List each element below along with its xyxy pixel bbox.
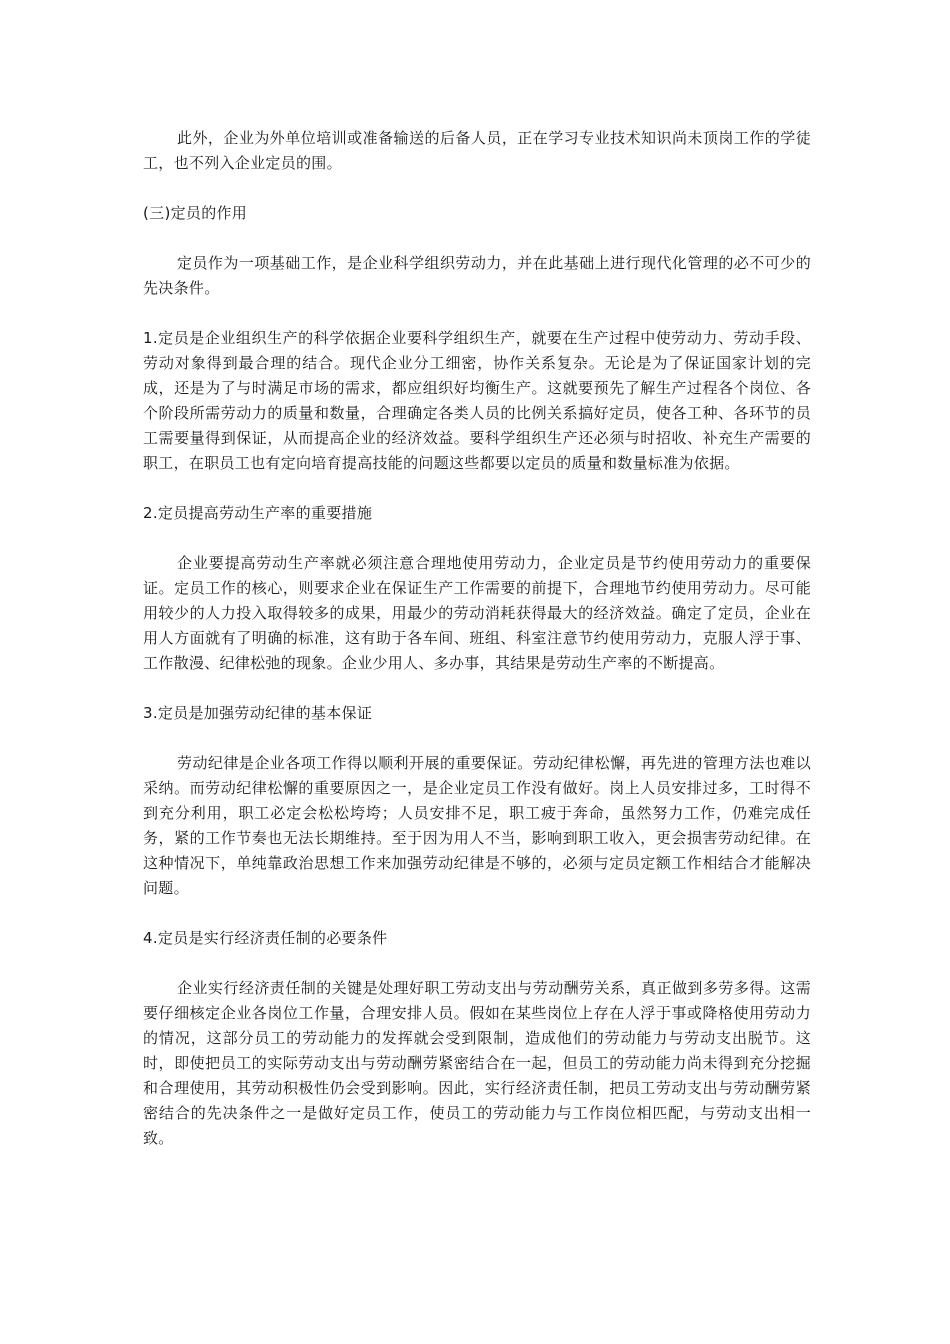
heading-point-3: 3.定员是加强劳动纪律的基本保证 bbox=[143, 704, 373, 722]
paragraph-point-4: 企业实行经济责任制的关键是处理好职工劳动支出与劳动酬劳关系，真正做到多劳多得。这需要仔细核定企业各岗位工作量，合理安排人员。假如在某些岗位上存在人浮于事或降格使用劳动力的情况，这部分员工的劳动能力的发挥就会受到限制，造成他们的劳动能力与劳动支出脱节。这时，即使把员工的实际劳动支出与劳动酬劳紧密结合在一起，但员工的劳动能力尚未得到充分挖掘和合理使用，其劳动积极性仍会受到影响。因此，实行经济责任制，把员工劳动支出与劳动酬劳紧密结合的先决条件之一是做好定员工作，使员工的劳动能力与工作岗位相匹配，与劳动支出相一致。 bbox=[143, 979, 811, 1147]
paragraph-point-3: 劳动纪律是企业各项工作得以顺利开展的重要保证。劳动纪律松懈，再先进的管理方法也难以采纳。而劳动纪律松懈的重要原因之一，是企业定员工作没有做好。岗上人员安排过多，工时得不到充分利用，职工必定会松松垮垮；人员安排不足，职工疲于奔命，虽然努力工作，仍难完成任务，紧的工作节奏也无法长期维持。至于因为用人不当，影响到职工收入，更会损害劳动纪律。在这种情况下，单纯靠政治思想工作来加强劳动纪律是不够的，必须与定员定额工作相结合才能解决问题。 bbox=[143, 754, 811, 897]
document-page bbox=[143, 126, 811, 1151]
paragraph-point-2: 企业要提高劳动生产率就必须注意合理地使用劳动力，企业定员是节约使用劳动力的重要保证。定员工作的核心，则要求企业在保证生产工作需要的前提下，合理地节约使用劳动力。尽可能用较少的人力投入取得较多的成果，用最少的劳动消耗获得最大的经济效益。确定了定员，企业在用人方面就有了明确的标准，这有助于各车间、班组、科室注意节约使用劳动力，克服人浮于事、工作散漫、纪律松弛的现象。企业少用人、多办事，其结果是劳动生产率的不断提高。 bbox=[143, 554, 811, 672]
paragraph-point-1: 1.定员是企业组织生产的科学依据企业要科学组织生产，就要在生产过程中使劳动力、劳动手段、劳动对象得到最合理的结合。现代企业分工细密，协作关系复杂。无论是为了保证国家计划的完成，还是为了与时满足市场的需求，都应组织好均衡生产。这就要预先了解生产过程各个岗位、各个阶段所需劳动力的质量和数量，合理确定各类人员的比例关系搞好定员，使各工种、各环节的员工需要量得到保证，从而提高企业的经济效益。要科学组织生产还必须与时招收、补充生产需要的职工，在职员工也有定向培育提高技能的问题这些都要以定员的质量和数量标准为依据。 bbox=[143, 329, 811, 472]
section-heading-role-of-staffing: (三)定员的作用 bbox=[143, 204, 248, 222]
heading-point-2: 2.定员提高劳动生产率的重要措施 bbox=[143, 504, 373, 522]
paragraph-trainees: 此外，企业为外单位培训或准备输送的后备人员，正在学习专业技术知识尚未顶岗工作的学徒工，也不列入企业定员的围。 bbox=[143, 129, 811, 172]
heading-point-4: 4.定员是实行经济责任制的必要条件 bbox=[143, 929, 388, 947]
paragraph-staffing-intro: 定员作为一项基础工作，是企业科学组织劳动力，并在此基础上进行现代化管理的必不可少的先决条件。 bbox=[143, 254, 811, 297]
